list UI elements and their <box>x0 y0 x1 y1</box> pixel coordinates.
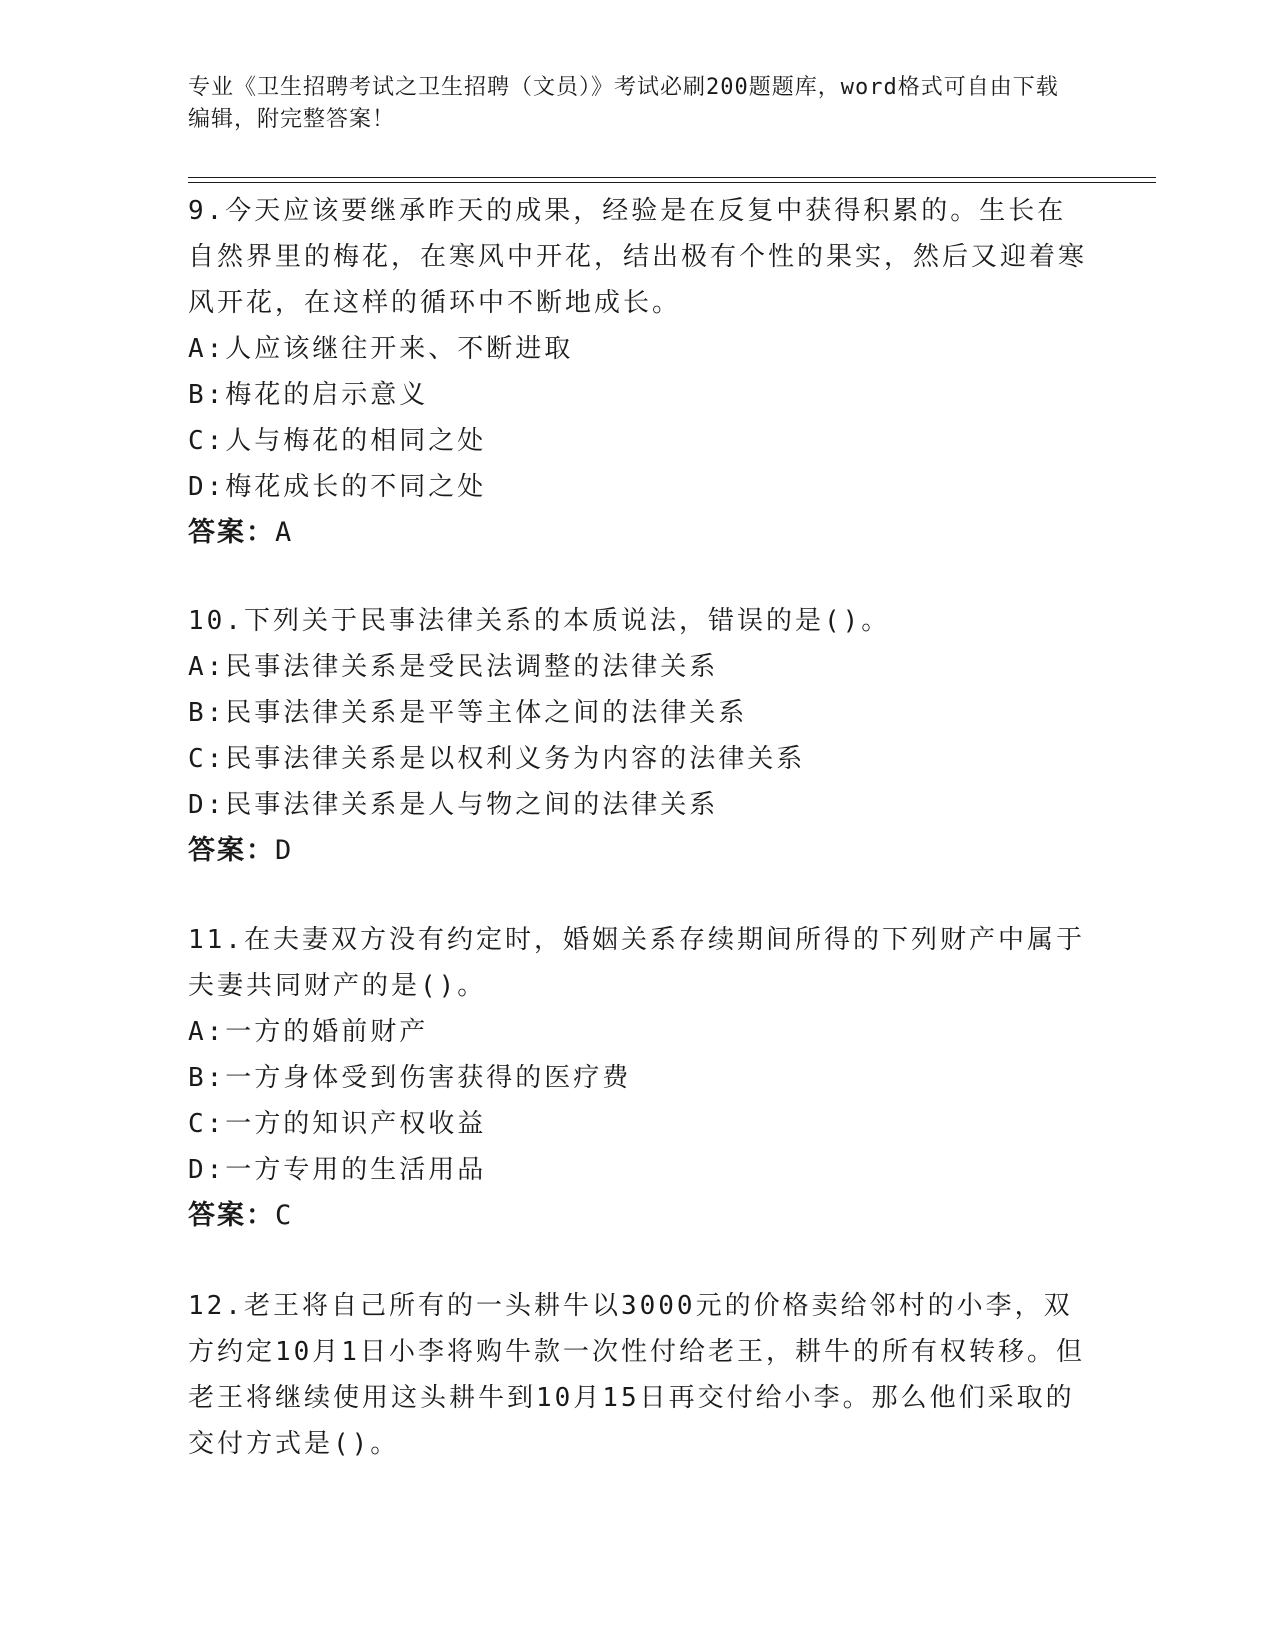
option-d: D:梅花成长的不同之处 <box>188 472 487 502</box>
answer-label: 答案： <box>188 1200 275 1231</box>
answer-line <box>188 510 1088 556</box>
question-9 <box>188 188 1088 556</box>
question-10 <box>188 598 1088 874</box>
option-d: D:民事法律关系是人与物之间的法律关系 <box>188 790 719 820</box>
option-b: B:民事法律关系是平等主体之间的法律关系 <box>188 698 748 728</box>
answer-value: A <box>275 517 294 548</box>
answer-line <box>188 828 1088 874</box>
option-a: A:人应该继往开来、不断进取 <box>188 334 574 364</box>
option-d: D:一方专用的生活用品 <box>188 1155 487 1185</box>
option-a: A:一方的婚前财产 <box>188 1017 429 1047</box>
question-stem: 12.老王将自己所有的一头耕牛以3000元的价格卖给邻村的小李，双方约定10月1日小李将购牛款一次性付给老王，耕牛的所有权转移。但老王将继续使用这头耕牛到10月15日再交付给小李。那么他们采取的交付方式是()。 <box>188 1291 1085 1459</box>
question-12 <box>188 1283 1088 1467</box>
option-c: C:一方的知识产权收益 <box>188 1109 487 1139</box>
header-divider-bottom <box>188 182 1156 183</box>
question-11 <box>188 917 1088 1239</box>
question-stem: 10.下列关于民事法律关系的本质说法，错误的是()。 <box>188 606 891 636</box>
option-b: B:梅花的启示意义 <box>188 380 429 410</box>
answer-value: D <box>275 835 294 866</box>
option-c: C:民事法律关系是以权利义务为内容的法律关系 <box>188 744 806 774</box>
question-stem: 11.在夫妻双方没有约定时，婚姻关系存续期间所得的下列财产中属于夫妻共同财产的是()。 <box>188 925 1085 1001</box>
question-stem: 9.今天应该要继承昨天的成果，经验是在反复中获得积累的。生长在自然界里的梅花，在寒风中开花，结出极有个性的果实，然后又迎着寒风开花，在这样的循环中不断地成长。 <box>188 196 1088 318</box>
answer-value: C <box>275 1200 294 1231</box>
answer-line <box>188 1193 1088 1239</box>
option-a: A:民事法律关系是受民法调整的法律关系 <box>188 652 719 682</box>
answer-label: 答案： <box>188 835 275 866</box>
answer-label: 答案： <box>188 517 275 548</box>
option-c: C:人与梅花的相同之处 <box>188 426 487 456</box>
page-header: 专业《卫生招聘考试之卫生招聘（文员）》考试必刷200题题库，word格式可自由下载编辑，附完整答案！ <box>188 75 1059 132</box>
header-divider-top <box>188 177 1156 178</box>
option-b: B:一方身体受到伤害获得的医疗费 <box>188 1063 632 1093</box>
